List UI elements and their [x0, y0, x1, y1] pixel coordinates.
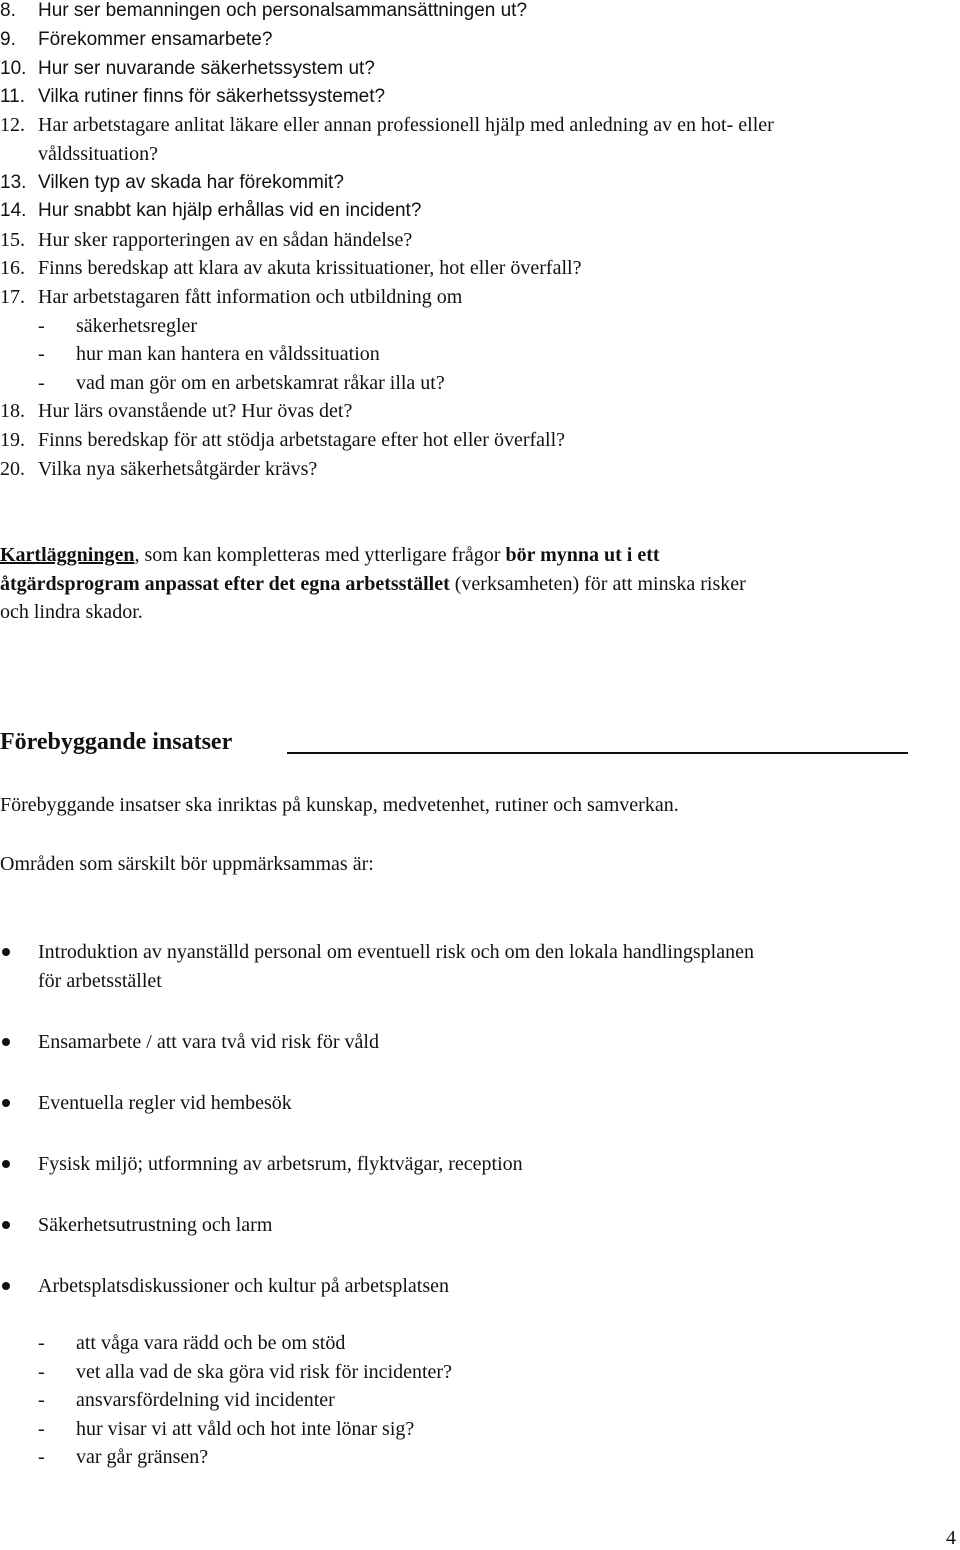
question-12: 12. Har arbetstagare anlitat läkare eller annan professionell hjälp med anledning av en hot- eller	[0, 114, 774, 136]
question-17: 17. Har arbetstagaren fått information och utbildning om	[0, 286, 463, 308]
discussion-item: - ansvarsfördelning vid incidenter	[38, 1389, 335, 1411]
question-14: 14. Hur snabbt kan hjälp erhållas vid en incident?	[0, 200, 422, 221]
bullet-icon	[2, 1160, 10, 1168]
page-number: 4	[946, 1527, 956, 1549]
bullet-icon	[2, 948, 10, 956]
bullet-item: Introduktion av nyanställd personal om eventuell risk och om den lokala handlingsplanen	[38, 941, 754, 963]
bullet-item-continuation: för arbetsstället	[38, 970, 162, 992]
discussion-item: - att våga vara rädd och be om stöd	[38, 1332, 346, 1354]
discussion-item: - vet alla vad de ska göra vid risk för incidenter?	[38, 1361, 452, 1383]
question-18: 18. Hur lärs ovanstående ut? Hur övas det?	[0, 400, 353, 422]
bullet-icon	[2, 1282, 10, 1290]
discussion-item: - var går gränsen?	[38, 1446, 209, 1468]
summary-line-2: åtgärdsprogram anpassat efter det egna arbetsstället (verksamheten) för att minska risker	[0, 573, 746, 595]
section-intro: Förebyggande insatser ska inriktas på kunskap, medvetenhet, rutiner och samverkan.	[0, 794, 679, 816]
discussion-item: - hur visar vi att våld och hot inte lönar sig?	[38, 1418, 415, 1440]
question-17-sub-item: - vad man gör om en arbetskamrat råkar illa ut?	[38, 372, 445, 394]
areas-label: Områden som särskilt bör uppmärksammas är:	[0, 853, 374, 875]
section-heading: Förebyggande insatser	[0, 729, 233, 755]
bullet-icon	[2, 1221, 10, 1229]
question-9: 9. Förekommer ensamarbete?	[0, 29, 273, 50]
summary-line-1: Kartläggningen, som kan kompletteras med ytterligare frågor bör mynna ut i ett	[0, 544, 660, 566]
summary-line-3: och lindra skador.	[0, 601, 143, 623]
question-20: 20. Vilka nya säkerhetsåtgärder krävs?	[0, 458, 318, 480]
bullet-item: Arbetsplatsdiskussioner och kultur på arbetsplatsen	[38, 1275, 450, 1297]
heading-underline-rule	[287, 752, 908, 754]
question-15: 15. Hur sker rapporteringen av en sådan händelse?	[0, 229, 413, 251]
bullet-item: Fysisk miljö; utformning av arbetsrum, flyktvägar, reception	[38, 1153, 523, 1175]
bullet-item: Säkerhetsutrustning och larm	[38, 1214, 273, 1236]
question-19: 19. Finns beredskap för att stödja arbetstagare efter hot eller överfall?	[0, 429, 566, 451]
question-16: 16. Finns beredskap att klara av akuta krissituationer, hot eller överfall?	[0, 257, 582, 279]
bullet-item: Ensamarbete / att vara två vid risk för våld	[38, 1031, 379, 1053]
question-17-sub-item: - hur man kan hantera en våldssituation	[38, 343, 380, 365]
bullet-item: Eventuella regler vid hembesök	[38, 1092, 292, 1114]
question-12-continuation: våldssituation?	[38, 143, 158, 165]
bullet-icon	[2, 1099, 10, 1107]
question-17-sub-item: - säkerhetsregler	[38, 315, 198, 337]
question-10: 10. Hur ser nuvarande säkerhetssystem ut?	[0, 58, 375, 79]
question-13: 13. Vilken typ av skada har förekommit?	[0, 172, 344, 193]
bullet-icon	[2, 1038, 10, 1046]
question-11: 11. Vilka rutiner finns för säkerhetssystemet?	[0, 86, 386, 107]
question-8: 8. Hur ser bemanningen och personalsammansättningen ut?	[0, 0, 528, 21]
